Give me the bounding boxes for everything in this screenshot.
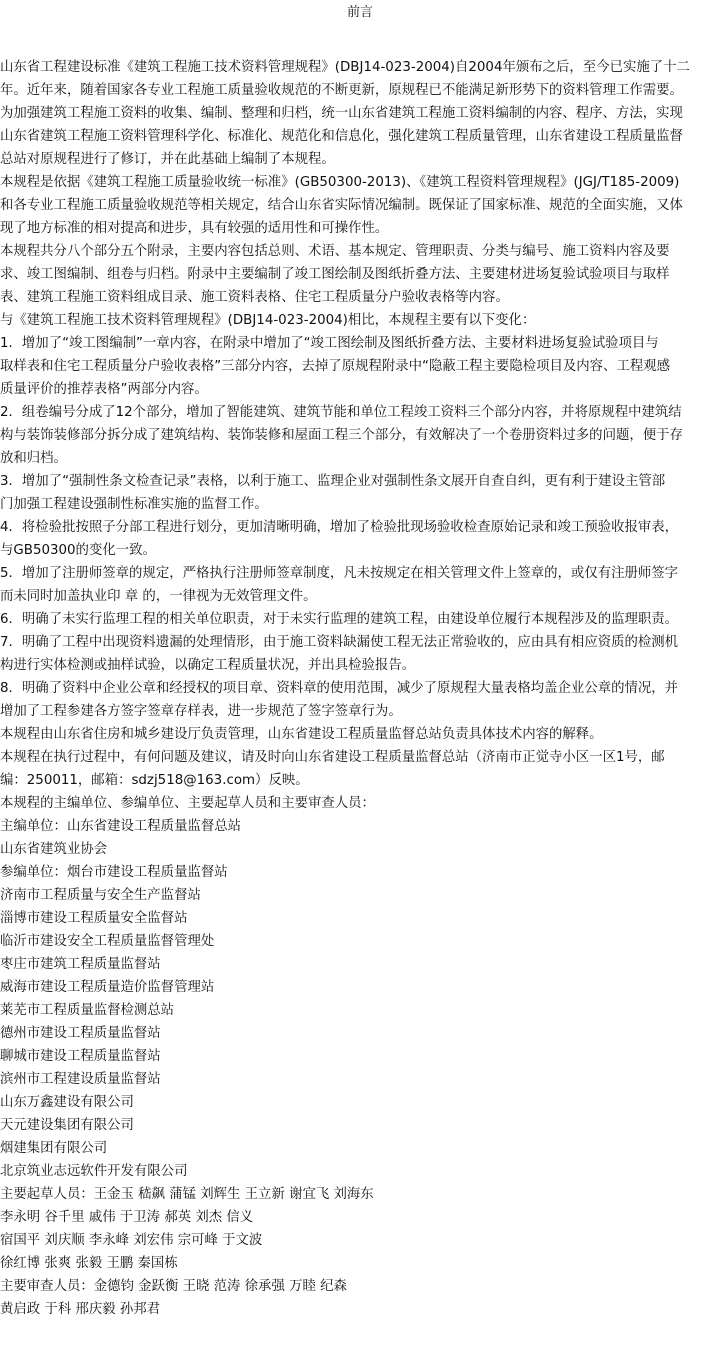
preface-body <box>0 56 718 1321</box>
text-line: 宿国平 刘庆顺 李永峰 刘宏伟 宗可峰 于文波 <box>0 1233 263 1248</box>
text-line: 山东省建筑工程施工资料管理科学化、标准化、规范化和信息化，强化建筑工程质量管理，山东省建设工程质量监督 <box>0 129 683 144</box>
text-line: 山东省工程建设标准《建筑工程施工技术资料管理规程》(DBJ14-023-2004)自2004年颁布之后，至今已实施了十二 <box>0 60 690 75</box>
text-line: 淄博市建设工程质量安全监督站 <box>0 911 188 926</box>
text-line: 2．组卷编号分成了12个部分，增加了智能建筑、建筑节能和单位工程竣工资料三个部分内容，并将原规程中建筑结 <box>0 405 682 420</box>
text-line: 而未同时加盖执业印 章 的，一律视为无效管理文件。 <box>0 589 317 604</box>
text-line: 北京筑业志远软件开发有限公司 <box>0 1164 188 1179</box>
text-line: 3．增加了“强制性条文检查记录”表格，以利于施工、监理企业对强制性条文展开自查自纠，更有利于建设主管部 <box>0 474 666 489</box>
text-line: 7．明确了工程中出现资料遗漏的处理情形，由于施工资料缺漏使工程无法正常验收的，应由具有相应资质的检测机 <box>0 635 679 650</box>
text-line: 为加强建筑工程施工资料的收集、编制、整理和归档，统一山东省建筑工程施工资料编制的内容、程序、方法，实现 <box>0 106 683 121</box>
page-title: 前言 <box>346 5 373 20</box>
text-line: 威海市建设工程质量造价监督管理站 <box>0 980 215 995</box>
text-line: 天元建设集团有限公司 <box>0 1118 134 1133</box>
text-line: 质量评价的推荐表格”两部分内容。 <box>0 382 208 397</box>
text-line: 与GB50300的变化一致。 <box>0 543 156 558</box>
text-line: 徐红博 张爽 张毅 王鹏 秦国栋 <box>0 1256 178 1271</box>
text-line: 黄启政 于科 邢庆毅 孙邦君 <box>0 1302 161 1317</box>
text-line: 枣庄市建筑工程质量监督站 <box>0 957 161 972</box>
text-line: 滨州市工程建设质量监督站 <box>0 1072 161 1087</box>
text-line: 表、建筑工程施工资料组成目录、施工资料表格、住宅工程质量分户验收表格等内容。 <box>0 290 509 305</box>
text-line: 临沂市建设安全工程质量监督管理处 <box>0 934 215 949</box>
text-line: 5．增加了注册师签章的规定，严格执行注册师签章制度，凡未按规定在相关管理文件上签章的，或仅有注册师签字 <box>0 566 679 581</box>
text-line: 烟建集团有限公司 <box>0 1141 108 1156</box>
text-line: 山东万鑫建设有限公司 <box>0 1095 134 1110</box>
text-line: 主要起草人员：王金玉 嵇飙 蒲锰 刘辉生 王立新 谢宜飞 刘海东 <box>0 1187 374 1202</box>
text-line: 本规程共分八个部分五个附录，主要内容包括总则、术语、基本规定、管理职责、分类与编号、施工资料内容及要 <box>0 244 670 259</box>
text-line: 年。近年来，随着国家各专业工程施工质量验收规范的不断更新，原规程已不能满足新形势下的资料管理工作需要。 <box>0 83 683 98</box>
text-line: 8．明确了资料中企业公章和经授权的项目章、资料章的使用范围，减少了原规程大量表格均盖企业公章的情况，并 <box>0 681 679 696</box>
text-line: 本规程是依据《建筑工程施工质量验收统一标准》(GB50300-2013)、《建筑工程资料管理规程》(JGJ/T185-2009) <box>0 175 680 190</box>
text-line: 1．增加了“竣工图编制”一章内容，在附录中增加了“竣工图绘制及图纸折叠方法、主要材料进场复验试验项目与 <box>0 336 659 351</box>
text-line: 山东省建筑业协会 <box>0 842 108 857</box>
text-line: 总站对原规程进行了修订，并在此基础上编制了本规程。 <box>0 152 335 167</box>
text-line: 4．将检验批按照子分部工程进行划分，更加清晰明确，增加了检验批现场验收检查原始记录和竣工预验收报审表， <box>0 520 679 535</box>
text-line: 构与装饰装修部分拆分成了建筑结构、装饰装修和屋面工程三个部分，有效解决了一个卷册资料过多的问题，便于存 <box>0 428 683 443</box>
text-line: 莱芜市工程质量监督检测总站 <box>0 1003 175 1018</box>
text-line: 构进行实体检测或抽样试验，以确定工程质量状况，并出具检验报告。 <box>0 658 416 673</box>
text-line: 聊城市建设工程质量监督站 <box>0 1049 161 1064</box>
text-line: 德州市建设工程质量监督站 <box>0 1026 161 1041</box>
text-line: 增加了工程参建各方签字签章存样表，进一步规范了签字签章行为。 <box>0 704 402 719</box>
text-line: 求、竣工图编制、组卷与归档。附录中主要编制了竣工图绘制及图纸折叠方法、主要建材进场复验试验项目与取样 <box>0 267 670 282</box>
text-line: 现了地方标准的相对提高和进步，具有较强的适用性和可操作性。 <box>0 221 389 236</box>
text-line: 李永明 谷千里 戚伟 于卫涛 郝英 刘杰 信义 <box>0 1210 254 1225</box>
text-line: 和各专业工程施工质量验收规范等相关规定，结合山东省实际情况编制。既保证了国家标准、规范的全面实施，又体 <box>0 198 683 213</box>
text-line: 济南市工程质量与安全生产监督站 <box>0 888 201 903</box>
text-line: 6．明确了未实行监理工程的相关单位职责，对于未实行监理的建筑工程，由建设单位履行本规程涉及的监理职责。 <box>0 612 679 627</box>
text-line: 取样表和住宅工程质量分户验收表格”三部分内容，去掉了原规程附录中“隐蔽工程主要隐检项目及内容、工程观感 <box>0 359 671 374</box>
text-line: 本规程由山东省住房和城乡建设厅负责管理，山东省建设工程质量监督总站负责具体技术内容的解释。 <box>0 727 603 742</box>
text-line: 放和归档。 <box>0 451 67 466</box>
text-line: 主要审查人员：金德钧 金跃衡 王晓 范涛 徐承强 万睦 纪森 <box>0 1279 347 1294</box>
text-line: 与《建筑工程施工技术资料管理规程》(DBJ14-023-2004)相比，本规程主要有以下变化： <box>0 313 536 328</box>
text-line: 参编单位：烟台市建设工程质量监督站 <box>0 865 228 880</box>
text-line: 本规程的主编单位、参编单位、主要起草人员和主要审查人员： <box>0 796 375 811</box>
text-line: 门加强工程建设强制性标准实施的监督工作。 <box>0 497 268 512</box>
text-line: 本规程在执行过程中，有何问题及建议，请及时向山东省建设工程质量监督总站（济南市正觉寺小区一区1号，邮 <box>0 750 665 765</box>
text-line: 主编单位：山东省建设工程质量监督总站 <box>0 819 242 834</box>
text-line: 编：250011，邮箱：sdzj518@163.com）反映。 <box>0 773 309 788</box>
